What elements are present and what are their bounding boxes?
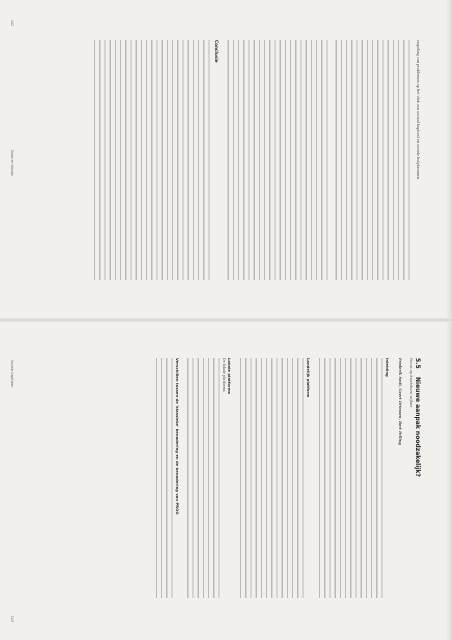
right-paragraph-inleiding (316, 358, 384, 598)
heading-lokale-platforms: Lokale platforms (227, 358, 233, 395)
left-page-number: 142 (10, 20, 14, 27)
left-running-footer: Groei en Welzijn (10, 150, 14, 176)
right-running-footer: Sociale Kapitalen (10, 360, 14, 388)
left-page-text-column (87, 40, 420, 280)
right-page-text-column (148, 358, 420, 598)
heading-conclusie: Conclusie (213, 40, 219, 63)
section-heading (415, 358, 420, 598)
lokale-lead-text: De lokale platforms (222, 358, 227, 392)
right-paragraph-landelijk (237, 358, 305, 598)
left-intro-line: stapeling van problemen op het vlak van sociaal kapitaal en sociale hulpbronnen. (416, 40, 420, 181)
heading-verschillen: Verschillen tussen de 'klassieke' benadering en de benadering van PROO (175, 358, 181, 515)
right-page-number: 143 (10, 615, 14, 622)
right-paragraph-lokale (185, 358, 221, 598)
section-number: 5.5 (414, 358, 421, 369)
right-page (0, 320, 452, 640)
left-paragraph-2 (225, 40, 329, 280)
heading-inleiding: Inleiding (385, 358, 391, 377)
heading-landelijk-platform: Landelijk platform (306, 358, 312, 398)
right-paragraph-verschillen (152, 358, 174, 598)
authors-line: Frederik Smit, Geert Driessen, Bert Felling (397, 358, 402, 445)
section-title: Nieuwe aanpak noodzakelijk? (414, 377, 421, 477)
left-paragraph-1 (333, 40, 411, 280)
left-paragraph-3 (91, 40, 211, 280)
section-subtitle: Focus op kwetsbare wijken (408, 358, 413, 408)
